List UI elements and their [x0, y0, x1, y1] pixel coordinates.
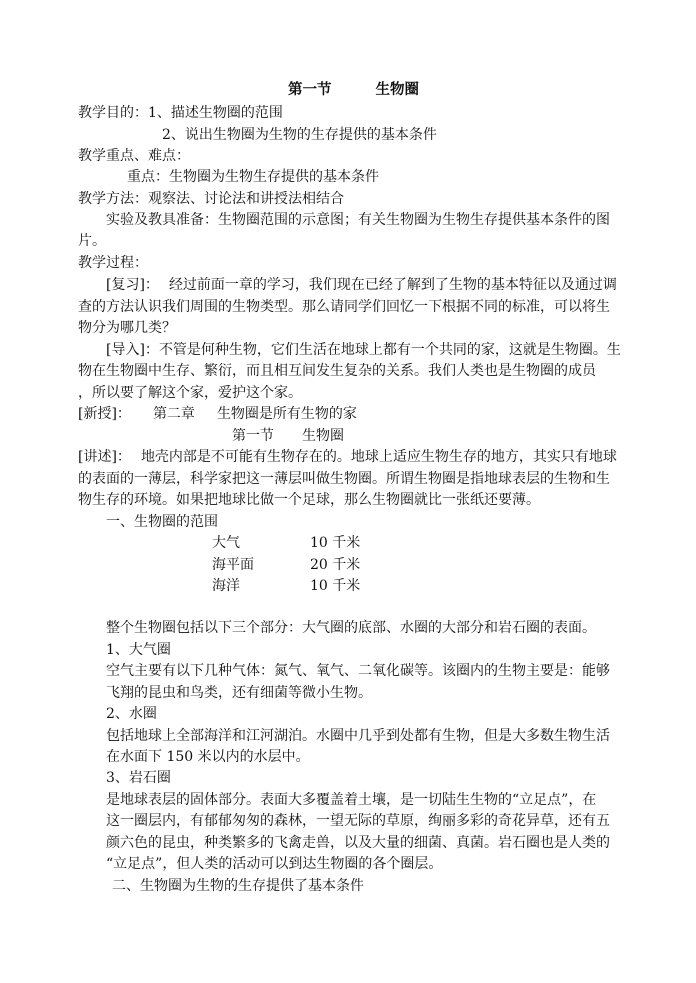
key-points-label: 教学重点、难点：: [78, 148, 190, 164]
atmosphere-line-1: 空气主要有以下几种气体：氮气、氧气、二氧化碳等。该圈内的生物主要是：能够: [106, 663, 610, 679]
lecture-line-3: 物生存的环境。如果把地球比做一个足球，那么生物圈就比一张纸还要薄。: [78, 492, 540, 508]
chapter-number: 第二章: [152, 406, 195, 422]
chapter-title: 生物圈是所有生物的家: [216, 406, 357, 422]
lithosphere-line-2: 这一圈层内，有郁郁匆匆的森林，一望无际的草原，绚丽多彩的奇花异草，还有五: [106, 813, 610, 829]
atmosphere-heading: 1、大气圈: [106, 642, 171, 658]
intro-tag: [导入]：: [106, 342, 159, 358]
key-points-focus: 重点：生物圈为生物生存提供的基本条件: [127, 169, 379, 185]
process-label: 教学过程：: [78, 255, 148, 271]
hydrosphere-line-1: 包括地球上全部海洋和江河湖泊。水圈中几乎到处都有生物，但是大多数生物生活: [106, 728, 610, 744]
page-title: [288, 79, 419, 101]
intro-line-1: [导入]：不管是何种生物，它们生活在地球上都有一个共同的家，这就是生物圈。生: [106, 342, 621, 358]
lecture-tag: [讲述]：: [78, 449, 131, 465]
materials-line-1: 实验及教具准备：生物圈范围的示意图；有关生物圈为生物生存提供基本条件的图: [106, 212, 610, 228]
new-lesson-line: [78, 403, 357, 425]
range-row-name: 海洋: [212, 578, 240, 594]
lecture-line-1: [讲述]： 地壳内部是不可能有生物存在的。地球上适应生物生存的地方，其实只有地球: [78, 449, 617, 465]
review-line-2: 查的方法认识我们周围的生物类型。那么请同学们回忆一下根据不同的标准，可以将生: [78, 299, 610, 315]
part1-heading: 一、生物圈的范围: [106, 514, 218, 530]
range-row-value: 10 千米: [310, 535, 361, 551]
lithosphere-line-3: 颜六色的昆虫，种类繁多的飞禽走兽，以及大量的细菌、真菌。岩石圈也是人类的: [106, 835, 610, 851]
lithosphere-line-1: 是地球表层的固体部分。表面大多覆盖着土壤，是一切陆生生物的“立足点”，在: [106, 792, 597, 808]
new-lesson-tag: [新授]：: [78, 406, 131, 422]
title-section-number: 第一节: [288, 81, 332, 98]
objective-item-2: 2、说出生物圈为生物的生存提供的基本条件: [162, 127, 437, 143]
intro-line-2: 物在生物圈中生存、繁衍，而且相互间发生复杂的关系。我们人类也是生物圈的成员: [78, 363, 596, 379]
atmosphere-line-2: 飞翔的昆虫和鸟类，还有细菌等微小生物。: [106, 685, 372, 701]
teaching-methods: 教学方法：观察法、讨论法和讲授法相结合: [78, 191, 344, 207]
range-row-value: 10 千米: [310, 578, 361, 594]
objectives-line-1: [78, 102, 283, 124]
intro-line-3: ，所以要了解这个家，爱护这个家。: [78, 385, 302, 401]
review-line-3: 物分为哪几类？: [78, 320, 176, 336]
parts-intro: 整个生物圈包括以下三个部分：大气圈的底部、水圈的大部分和岩石圈的表面。: [106, 620, 596, 636]
lithosphere-line-4: “立足点”，但人类的活动可以到达生物圈的各个圈层。: [106, 856, 443, 872]
hydrosphere-line-2: 在水面下 150 米以内的水层中。: [106, 749, 310, 765]
title-section-name: 生物圈: [375, 81, 419, 98]
review-tag: [复习]：: [106, 277, 159, 293]
range-row-value: 20 千米: [310, 557, 361, 573]
materials-line-2: 片。: [78, 233, 106, 249]
hydrosphere-heading: 2、水圈: [106, 706, 157, 722]
range-row-name: 大气: [212, 535, 240, 551]
section-heading: 第一节 生物圈: [232, 428, 344, 444]
part2-heading: 二、生物圈为生物的生存提供了基本条件: [112, 878, 364, 894]
lithosphere-heading: 3、岩石圈: [106, 770, 171, 786]
objectives-label: 教学目的：: [78, 105, 148, 121]
review-line-1: [复习]： 经过前面一章的学习，我们现在已经了解到了生物的基本特征以及通过调: [106, 277, 617, 293]
objective-item-1: 1、描述生物圈的范围: [148, 105, 283, 121]
lecture-line-2: 的表面的一薄层，科学家把这一薄层叫做生物圈。所谓生物圈是指地球表层的生物和生: [78, 471, 610, 487]
range-row-name: 海平面: [212, 557, 254, 573]
